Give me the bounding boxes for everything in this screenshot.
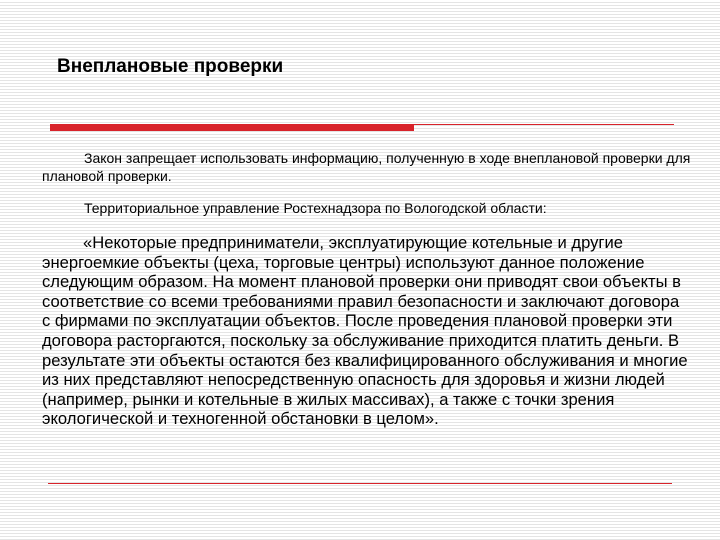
slide-title: Внеплановые проверки xyxy=(57,56,284,77)
authority-paragraph: Территориальное управление Ростехнадзора по Вологодской области: xyxy=(84,200,547,216)
slide-body xyxy=(42,149,692,429)
law-paragraph: Закон запрещает использовать информацию, полученную в ходе внеплановой проверки для плановой проверки. xyxy=(42,150,691,184)
bottom-divider-line xyxy=(48,483,672,484)
paragraph-spacer xyxy=(42,217,692,233)
quote-paragraph: «Некоторые предприниматели, эксплуатирующие котельные и другие энергоемкие объекты (цеха, торговые центры) используют данное положение следующим образом. На момент плановой проверки они приводят свои объекты в соответствие со всеми требованиями правил безопасности и заключают договора с фирмами по эксплуатации объектов. После проведения плановой проверки эти договора расторгаются, поскольку за обслуживание приходится платить деньги. В результате эти объекты остаются без квалифицированного обслуживания и многие из них представляют непосредственную опасность для здоровья и жизни людей (например, рынки и котельные в жилых массивах), а также с точки зрения экологической и техногенной обстановки в целом». xyxy=(42,233,688,429)
title-accent-bar xyxy=(50,124,414,131)
paragraph-spacer xyxy=(42,185,692,199)
title-divider-line xyxy=(414,124,674,125)
